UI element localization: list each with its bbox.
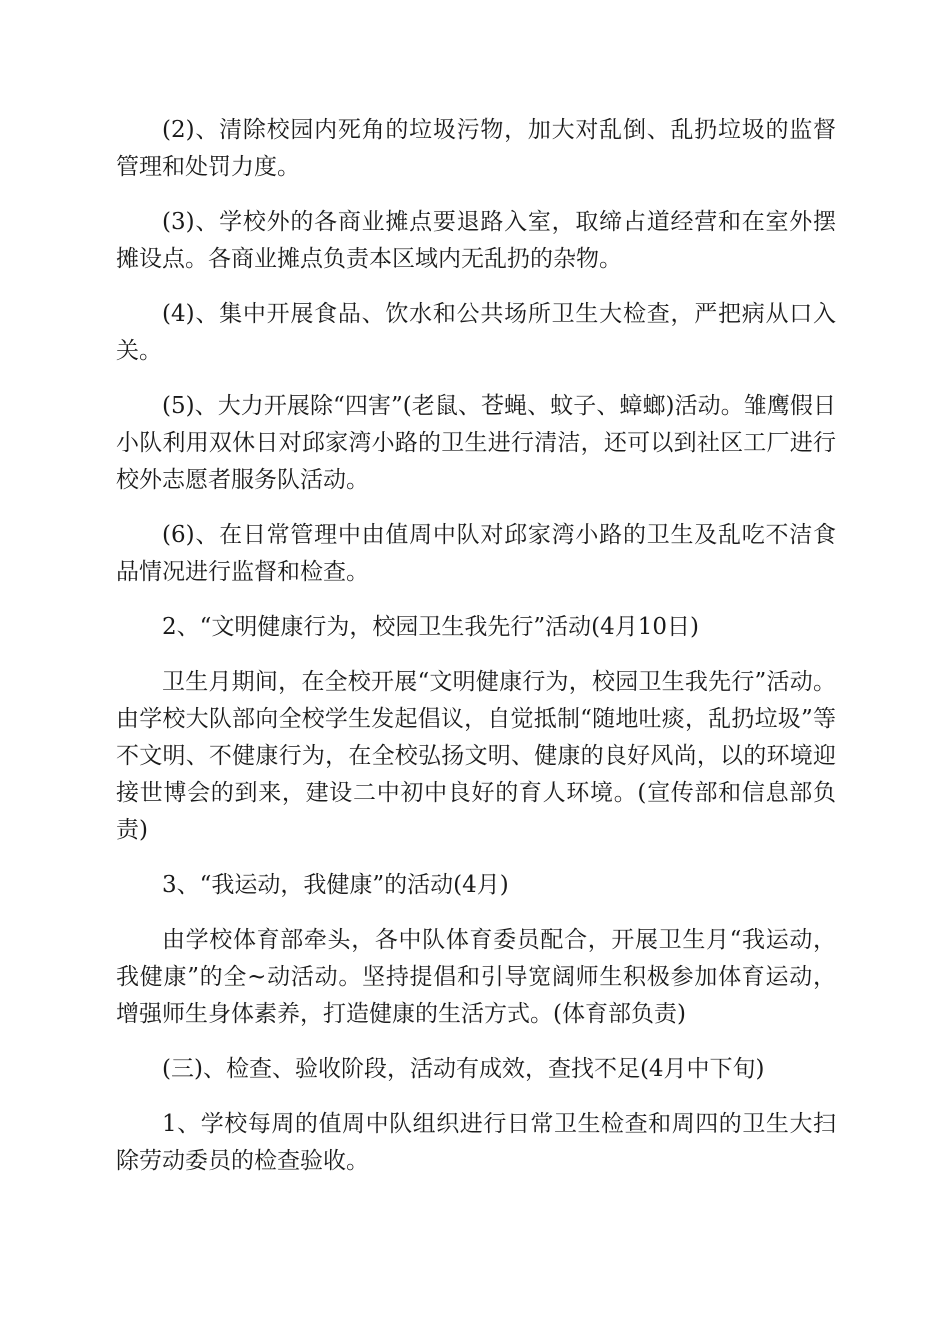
section-heading-2: 2、“文明健康行为，校园卫生我先行”活动(4月10日) <box>162 614 699 640</box>
section-heading-inspection: (三)、检查、验收阶段，活动有成效，查找不足(4月中下旬) <box>162 1056 765 1082</box>
paragraph-sports: 由学校体育部牵头，各中队体育委员配合，开展卫生月“我运动，我健康”的全~动活动。坚持提倡和引导宽阔师生积极参加体育运动，增强师生身体素养，打造健康的生活方式。(体育部负责) <box>116 927 836 1027</box>
paragraph-item-4: (4)、集中开展食品、饮水和公共场所卫生大检查，严把病从口入关。 <box>116 301 836 364</box>
paragraph-item-6: (6)、在日常管理中由值周中队对邱家湾小路的卫生及乱吃不洁食品情况进行监督和检查。 <box>116 522 836 585</box>
paragraph-weekly-check: 1、学校每周的值周中队组织进行日常卫生检查和周四的卫生大扫除劳动委员的检查验收。 <box>116 1111 836 1174</box>
paragraph-item-3: (3)、学校外的各商业摊点要退路入室，取缔占道经营和在室外摆摊设点。各商业摊点负责本区域内无乱扔的杂物。 <box>116 209 836 272</box>
paragraph-item-5: (5)、大力开展除“四害”(老鼠、苍蝇、蚊子、蟑螂)活动。雏鹰假日小队利用双休日对邱家湾小路的卫生进行清洁，还可以到社区工厂进行校外志愿者服务队活动。 <box>116 393 836 493</box>
paragraph-item-2: (2)、清除校园内死角的垃圾污物，加大对乱倒、乱扔垃圾的监督管理和处罚力度。 <box>116 117 836 180</box>
section-heading-3: 3、“我运动，我健康”的活动(4月) <box>162 872 509 898</box>
document-body <box>116 112 836 1198</box>
paragraph-hygiene-month: 卫生月期间，在全校开展“文明健康行为，校园卫生我先行”活动。由学校大队部向全校学生发起倡议，自觉抵制“随地吐痰，乱扔垃圾”等不文明、不健康行为，在全校弘扬文明、健康的良好风尚，以的环境迎接世博会的到来，建设二中初中良好的育人环境。(宣传部和信息部负责) <box>116 669 836 843</box>
